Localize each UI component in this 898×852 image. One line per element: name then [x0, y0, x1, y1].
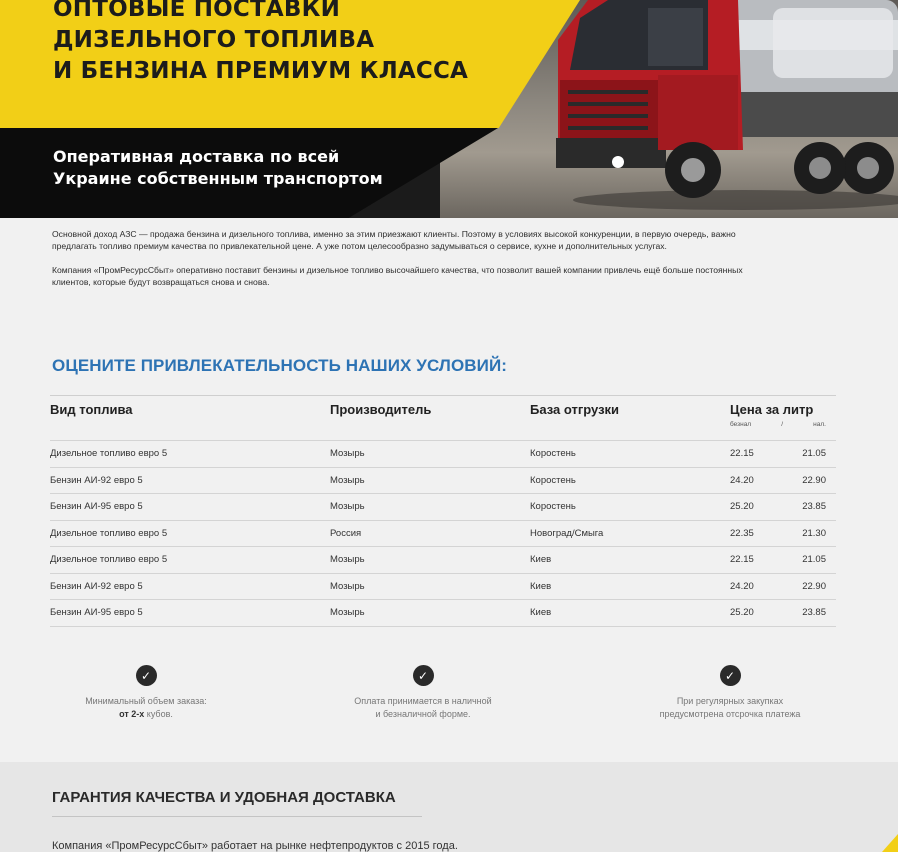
intro-paragraph: Основной доход АЗС — продажа бензина и дизельного топлива, именно за этим приезжают клиенты. Поэтому в условиях высокой конкуренции, в первую очередь, важно предлагать топливо премиум качества по привлекательной цене. А уже потом целесообразно задумываться о сервисе, кухне и дополнительных услугах. [52, 229, 736, 251]
fuel-truck-image [548, 0, 898, 210]
cell-price [730, 494, 836, 521]
cell-fuel: Бензин АИ-95 евро 5 [50, 600, 330, 627]
table-row [50, 520, 836, 547]
price-cash: 23.85 [802, 501, 826, 513]
cell-price [730, 441, 836, 468]
price-cashless: 22.15 [730, 448, 754, 460]
table-header-row [50, 396, 836, 441]
cell-fuel: Бензин АИ-95 евро 5 [50, 494, 330, 521]
intro-text [52, 228, 842, 300]
feature-text [303, 695, 543, 721]
feature-line: При регулярных закупках [676, 696, 784, 706]
cell-base: Киев [530, 600, 730, 627]
cell-producer: Мозырь [330, 547, 530, 574]
cell-producer: Мозырь [330, 441, 530, 468]
table-row [50, 600, 836, 627]
price-table [50, 395, 836, 627]
cell-base: Киев [530, 573, 730, 600]
quality-section [0, 762, 898, 852]
table-row [50, 467, 836, 494]
price-cash: 21.30 [802, 527, 826, 539]
table-row [50, 494, 836, 521]
header-producer: Производитель [330, 396, 530, 441]
feature-line [26, 708, 266, 721]
hero-subtitle [53, 146, 383, 190]
header-price-cashless: безнал [730, 421, 752, 428]
cell-producer: Мозырь [330, 573, 530, 600]
subtitle-line: Украине собственным транспортом [53, 169, 383, 188]
table-row [50, 441, 836, 468]
price-cashless: 24.20 [730, 474, 754, 486]
feature-rest: кубов. [144, 709, 173, 719]
feature-line: предусмотрена отсрочка платежа [659, 709, 801, 719]
price-cashless: 25.20 [730, 501, 754, 513]
price-cash: 22.90 [802, 474, 826, 486]
cell-price [730, 467, 836, 494]
feature-deferred-payment [610, 665, 850, 721]
check-icon: ✓ [136, 665, 157, 686]
intro-paragraph: Компания «ПромРесурсСбыт» оперативно поставит бензины и дизельное топливо высочайшего качества, что позволит вашей компании привлечь ещё больше постоянных клиентов, которые будут возвращаться снова и снова. [52, 265, 743, 287]
title-line: ДИЗЕЛЬНОГО ТОПЛИВА [53, 27, 375, 53]
cell-base: Коростень [530, 494, 730, 521]
quality-title: ГАРАНТИЯ КАЧЕСТВА И УДОБНАЯ ДОСТАВКА [52, 789, 396, 806]
price-cashless: 22.15 [730, 554, 754, 566]
header-price-separator: / [781, 421, 784, 428]
cell-fuel: Бензин АИ-92 евро 5 [50, 467, 330, 494]
cell-price [730, 573, 836, 600]
cell-base: Коростень [530, 441, 730, 468]
cell-producer: Мозырь [330, 600, 530, 627]
table-row [50, 573, 836, 600]
feature-text [26, 695, 266, 721]
price-cash: 23.85 [802, 607, 826, 619]
cell-price [730, 600, 836, 627]
cell-producer: Россия [330, 520, 530, 547]
price-cashless: 25.20 [730, 607, 754, 619]
cell-fuel: Дизельное топливо евро 5 [50, 441, 330, 468]
cell-fuel: Дизельное топливо евро 5 [50, 520, 330, 547]
header-fuel: Вид топлива [50, 396, 330, 441]
cell-producer: Мозырь [330, 494, 530, 521]
feature-line: Оплата принимается в наличной [354, 696, 492, 706]
price-cashless: 24.20 [730, 580, 754, 592]
header-price [730, 396, 836, 441]
feature-text [610, 695, 850, 721]
feature-line: Минимальный объем заказа: [85, 696, 207, 706]
cell-producer: Мозырь [330, 467, 530, 494]
price-cash: 21.05 [802, 554, 826, 566]
hero-banner [0, 0, 898, 218]
cell-base: Коростень [530, 467, 730, 494]
header-price-label: Цена за литр [730, 402, 814, 417]
title-line: ОПТОВЫЕ ПОСТАВКИ [53, 0, 341, 22]
cell-base: Новоград/Смыга [530, 520, 730, 547]
header-price-cash: нал. [813, 421, 826, 428]
price-cashless: 22.35 [730, 527, 754, 539]
cell-price [730, 547, 836, 574]
feature-payment [303, 665, 543, 721]
title-line: И БЕНЗИНА ПРЕМИУМ КЛАССА [53, 58, 469, 84]
header-base: База отгрузки [530, 396, 730, 441]
check-icon: ✓ [720, 665, 741, 686]
header-price-sub [730, 421, 826, 428]
cell-base: Киев [530, 547, 730, 574]
price-cash: 22.90 [802, 580, 826, 592]
feature-min-order [26, 665, 266, 721]
subtitle-line: Оперативная доставка по всей [53, 147, 340, 166]
feature-line: и безналичной форме. [375, 709, 471, 719]
divider [52, 816, 422, 817]
table-row [50, 547, 836, 574]
quality-text: Компания «ПромРесурсСбыт» работает на рынке нефтепродуктов с 2015 года. [52, 840, 458, 852]
cell-price [730, 520, 836, 547]
check-icon: ✓ [413, 665, 434, 686]
cell-fuel: Бензин АИ-92 евро 5 [50, 573, 330, 600]
cell-fuel: Дизельное топливо евро 5 [50, 547, 330, 574]
feature-bold: от 2-х [119, 709, 145, 719]
price-cash: 21.05 [802, 448, 826, 460]
conditions-title: ОЦЕНИТЕ ПРИВЛЕКАТЕЛЬНОСТЬ НАШИХ УСЛОВИЙ: [52, 356, 508, 375]
page-title [53, 0, 468, 87]
